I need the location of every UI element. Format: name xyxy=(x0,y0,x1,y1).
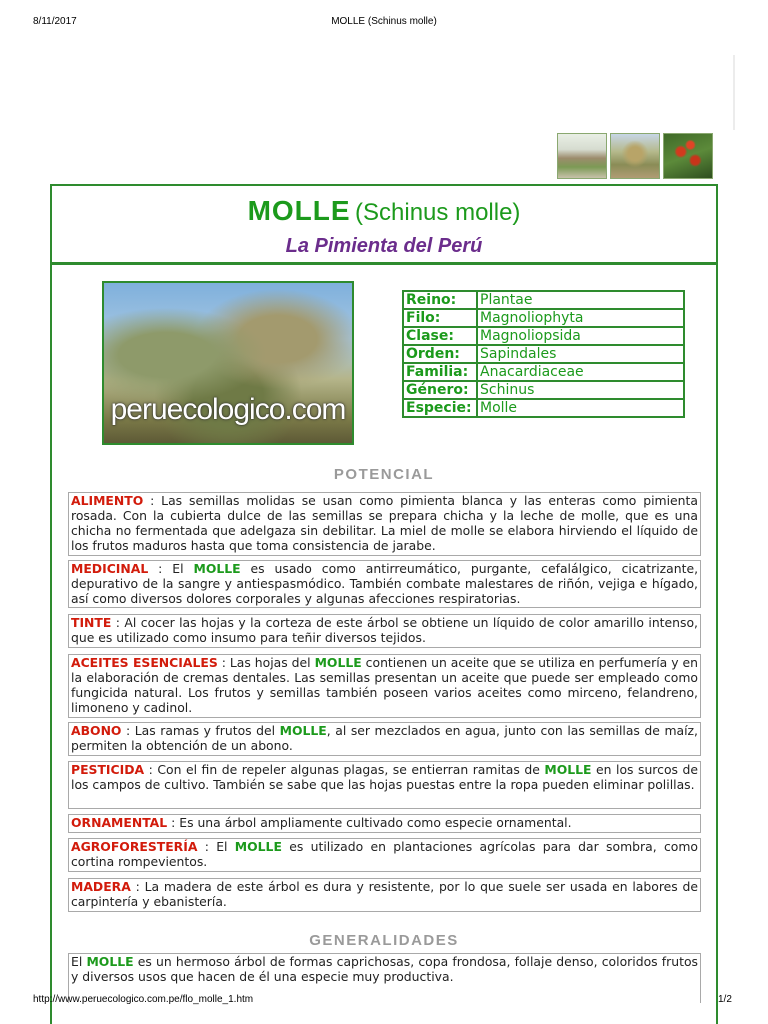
taxonomy-row xyxy=(403,291,684,309)
content-frame xyxy=(50,184,718,1024)
page-subtitle: La Pimienta del Perú xyxy=(285,235,483,257)
use-separator: : xyxy=(143,493,162,508)
print-page-number: 1/2 xyxy=(718,994,732,1005)
use-keyword: ACEITES ESENCIALES xyxy=(71,655,218,670)
use-text: es usado como antirreumático, purgante, cefalálgico, cicatrizante, depurativo de la sangre y antiespasmódico. También combate malestares de riñón, vejiga e hígado, así como diversos dolores corporales y algunas afecciones respiratorias. xyxy=(71,561,699,606)
use-keyword: PESTICIDA xyxy=(71,762,145,777)
use-text: La madera de este árbol es dura y resistente, por lo que suele ser usada en labores de carpintería y ebanistería. xyxy=(71,879,698,909)
scrollbar-track xyxy=(733,55,735,130)
use-text: El xyxy=(172,561,194,576)
molle-highlight: MOLLE xyxy=(279,723,327,738)
taxonomy-value: Magnoliopsida xyxy=(477,327,684,345)
use-box-madera xyxy=(68,878,701,912)
molle-highlight: MOLLE xyxy=(193,561,241,576)
use-separator: : xyxy=(111,615,125,630)
molle-highlight: MOLLE xyxy=(86,954,134,969)
taxonomy-row xyxy=(403,345,684,363)
use-box-pesticida xyxy=(68,761,701,809)
use-separator: : xyxy=(130,879,145,894)
print-page-title: MOLLE (Schinus molle) xyxy=(331,16,437,27)
molle-highlight: MOLLE xyxy=(544,762,592,777)
use-box-abono xyxy=(68,722,701,756)
taxonomy-row xyxy=(403,327,684,345)
taxonomy-value: Schinus xyxy=(477,381,684,399)
use-keyword: AGROFORESTERÍA xyxy=(71,839,198,854)
taxonomy-row xyxy=(403,363,684,381)
use-keyword: MADERA xyxy=(71,879,131,894)
thumbnail-strip xyxy=(557,133,713,179)
photo-watermark: peruecologico.com xyxy=(110,393,346,426)
taxonomy-value: Plantae xyxy=(477,291,684,309)
taxonomy-value: Sapindales xyxy=(477,345,684,363)
taxonomy-row xyxy=(403,399,684,417)
use-text: Al cocer las hojas y la corteza de este árbol se obtiene un líquido de color amarillo intenso, que es utilizado como insumo para teñir diversos tejidos. xyxy=(71,615,698,645)
thumbnail-berries[interactable] xyxy=(663,133,713,179)
title-scientific-name: (Schinus molle) xyxy=(355,199,521,226)
taxonomy-label: Género: xyxy=(403,381,477,399)
use-box-medicinal xyxy=(68,560,701,608)
use-separator: : xyxy=(197,839,217,854)
use-text: Las ramas y frutos del xyxy=(134,723,280,738)
use-text: Las semillas molidas se usan como pimienta blanca y las enteras como pimienta rosada. Con la cubierta dulce de las semillas se prepara chicha y la leche de molle, que es una chicha no fermentada que adelgaza sin debilitar. La miel de molle se elabora hirviendo el líquido de los frutos maduros hasta que toma consistencia de jarabe. xyxy=(71,493,698,553)
use-box-tinte xyxy=(68,614,701,648)
taxonomy-table xyxy=(402,290,685,418)
taxonomy-label: Filo: xyxy=(403,309,477,327)
page-title xyxy=(52,186,716,233)
use-separator: : xyxy=(121,723,135,738)
use-box-alimento xyxy=(68,492,701,556)
generalidades-heading: GENERALIDADES xyxy=(309,932,459,949)
use-box-agroforesteria xyxy=(68,838,701,872)
taxonomy-value: Anacardiaceae xyxy=(477,363,684,381)
taxonomy-label: Orden: xyxy=(403,345,477,363)
use-keyword: TINTE xyxy=(71,615,112,630)
use-text: Con el fin de repeler algunas plagas, se entierran ramitas de xyxy=(157,762,545,777)
use-box-ornamental xyxy=(68,814,701,833)
taxonomy-row xyxy=(403,309,684,327)
taxonomy-value: Magnoliophyta xyxy=(477,309,684,327)
use-text: Es una árbol ampliamente cultivado como especie ornamental. xyxy=(179,815,572,830)
use-separator: : xyxy=(167,815,180,830)
taxonomy-label: Reino: xyxy=(403,291,477,309)
use-keyword: ALIMENTO xyxy=(71,493,144,508)
use-text: , al ser mezclados en agua, junto con las semillas de maíz, permiten la obtención de un abono. xyxy=(71,723,698,753)
use-keyword: ABONO xyxy=(71,723,122,738)
taxonomy-label: Especie: xyxy=(403,399,477,417)
taxonomy-row xyxy=(403,381,684,399)
thumbnail-tree[interactable] xyxy=(610,133,660,179)
taxonomy-label: Familia: xyxy=(403,363,477,381)
use-text: contienen un aceite que se utiliza en perfumería y en la elaboración de cremas dentales. Las semillas presentan un aceite que puede ser empleado como fungicida natural. Los frutos y semillas también poseen varios aceites como mirceno, felandreno, limoneno y cadinol. xyxy=(71,655,698,715)
print-date: 8/11/2017 xyxy=(33,16,77,27)
use-text: El xyxy=(216,839,235,854)
use-box-aceites xyxy=(68,654,701,718)
title-block xyxy=(52,186,716,265)
use-text: en los surcos de los campos de cultivo. También se sabe que las hojas puestas entre la ropa pueden eliminar polillas. xyxy=(71,762,698,792)
use-separator: : xyxy=(148,561,173,576)
print-url: http://www.peruecologico.com.pe/flo_molle_1.htm xyxy=(33,994,254,1005)
potencial-heading: POTENCIAL xyxy=(333,466,435,483)
molle-highlight: MOLLE xyxy=(234,839,282,854)
taxonomy-label: Clase: xyxy=(403,327,477,345)
gen-text: El xyxy=(71,954,87,969)
use-text: es utilizado en plantaciones agrícolas para dar sombra, como cortina rompevientos. xyxy=(71,839,698,869)
molle-highlight: MOLLE xyxy=(314,655,362,670)
use-keyword: ORNAMENTAL xyxy=(71,815,168,830)
use-separator: : xyxy=(144,762,158,777)
thumbnail-landscape[interactable] xyxy=(557,133,607,179)
gen-text: es un hermoso árbol de formas caprichosas, copa frondosa, follaje denso, coloridos frutos y diversos usos que hacen de él una especie muy productiva. xyxy=(71,954,698,984)
use-keyword: MEDICINAL xyxy=(71,561,149,576)
molle-tree-photo xyxy=(102,281,354,445)
use-separator: : xyxy=(217,655,230,670)
use-text: Las hojas del xyxy=(229,655,315,670)
title-common-name: MOLLE xyxy=(247,195,351,226)
taxonomy-value: Molle xyxy=(477,399,684,417)
